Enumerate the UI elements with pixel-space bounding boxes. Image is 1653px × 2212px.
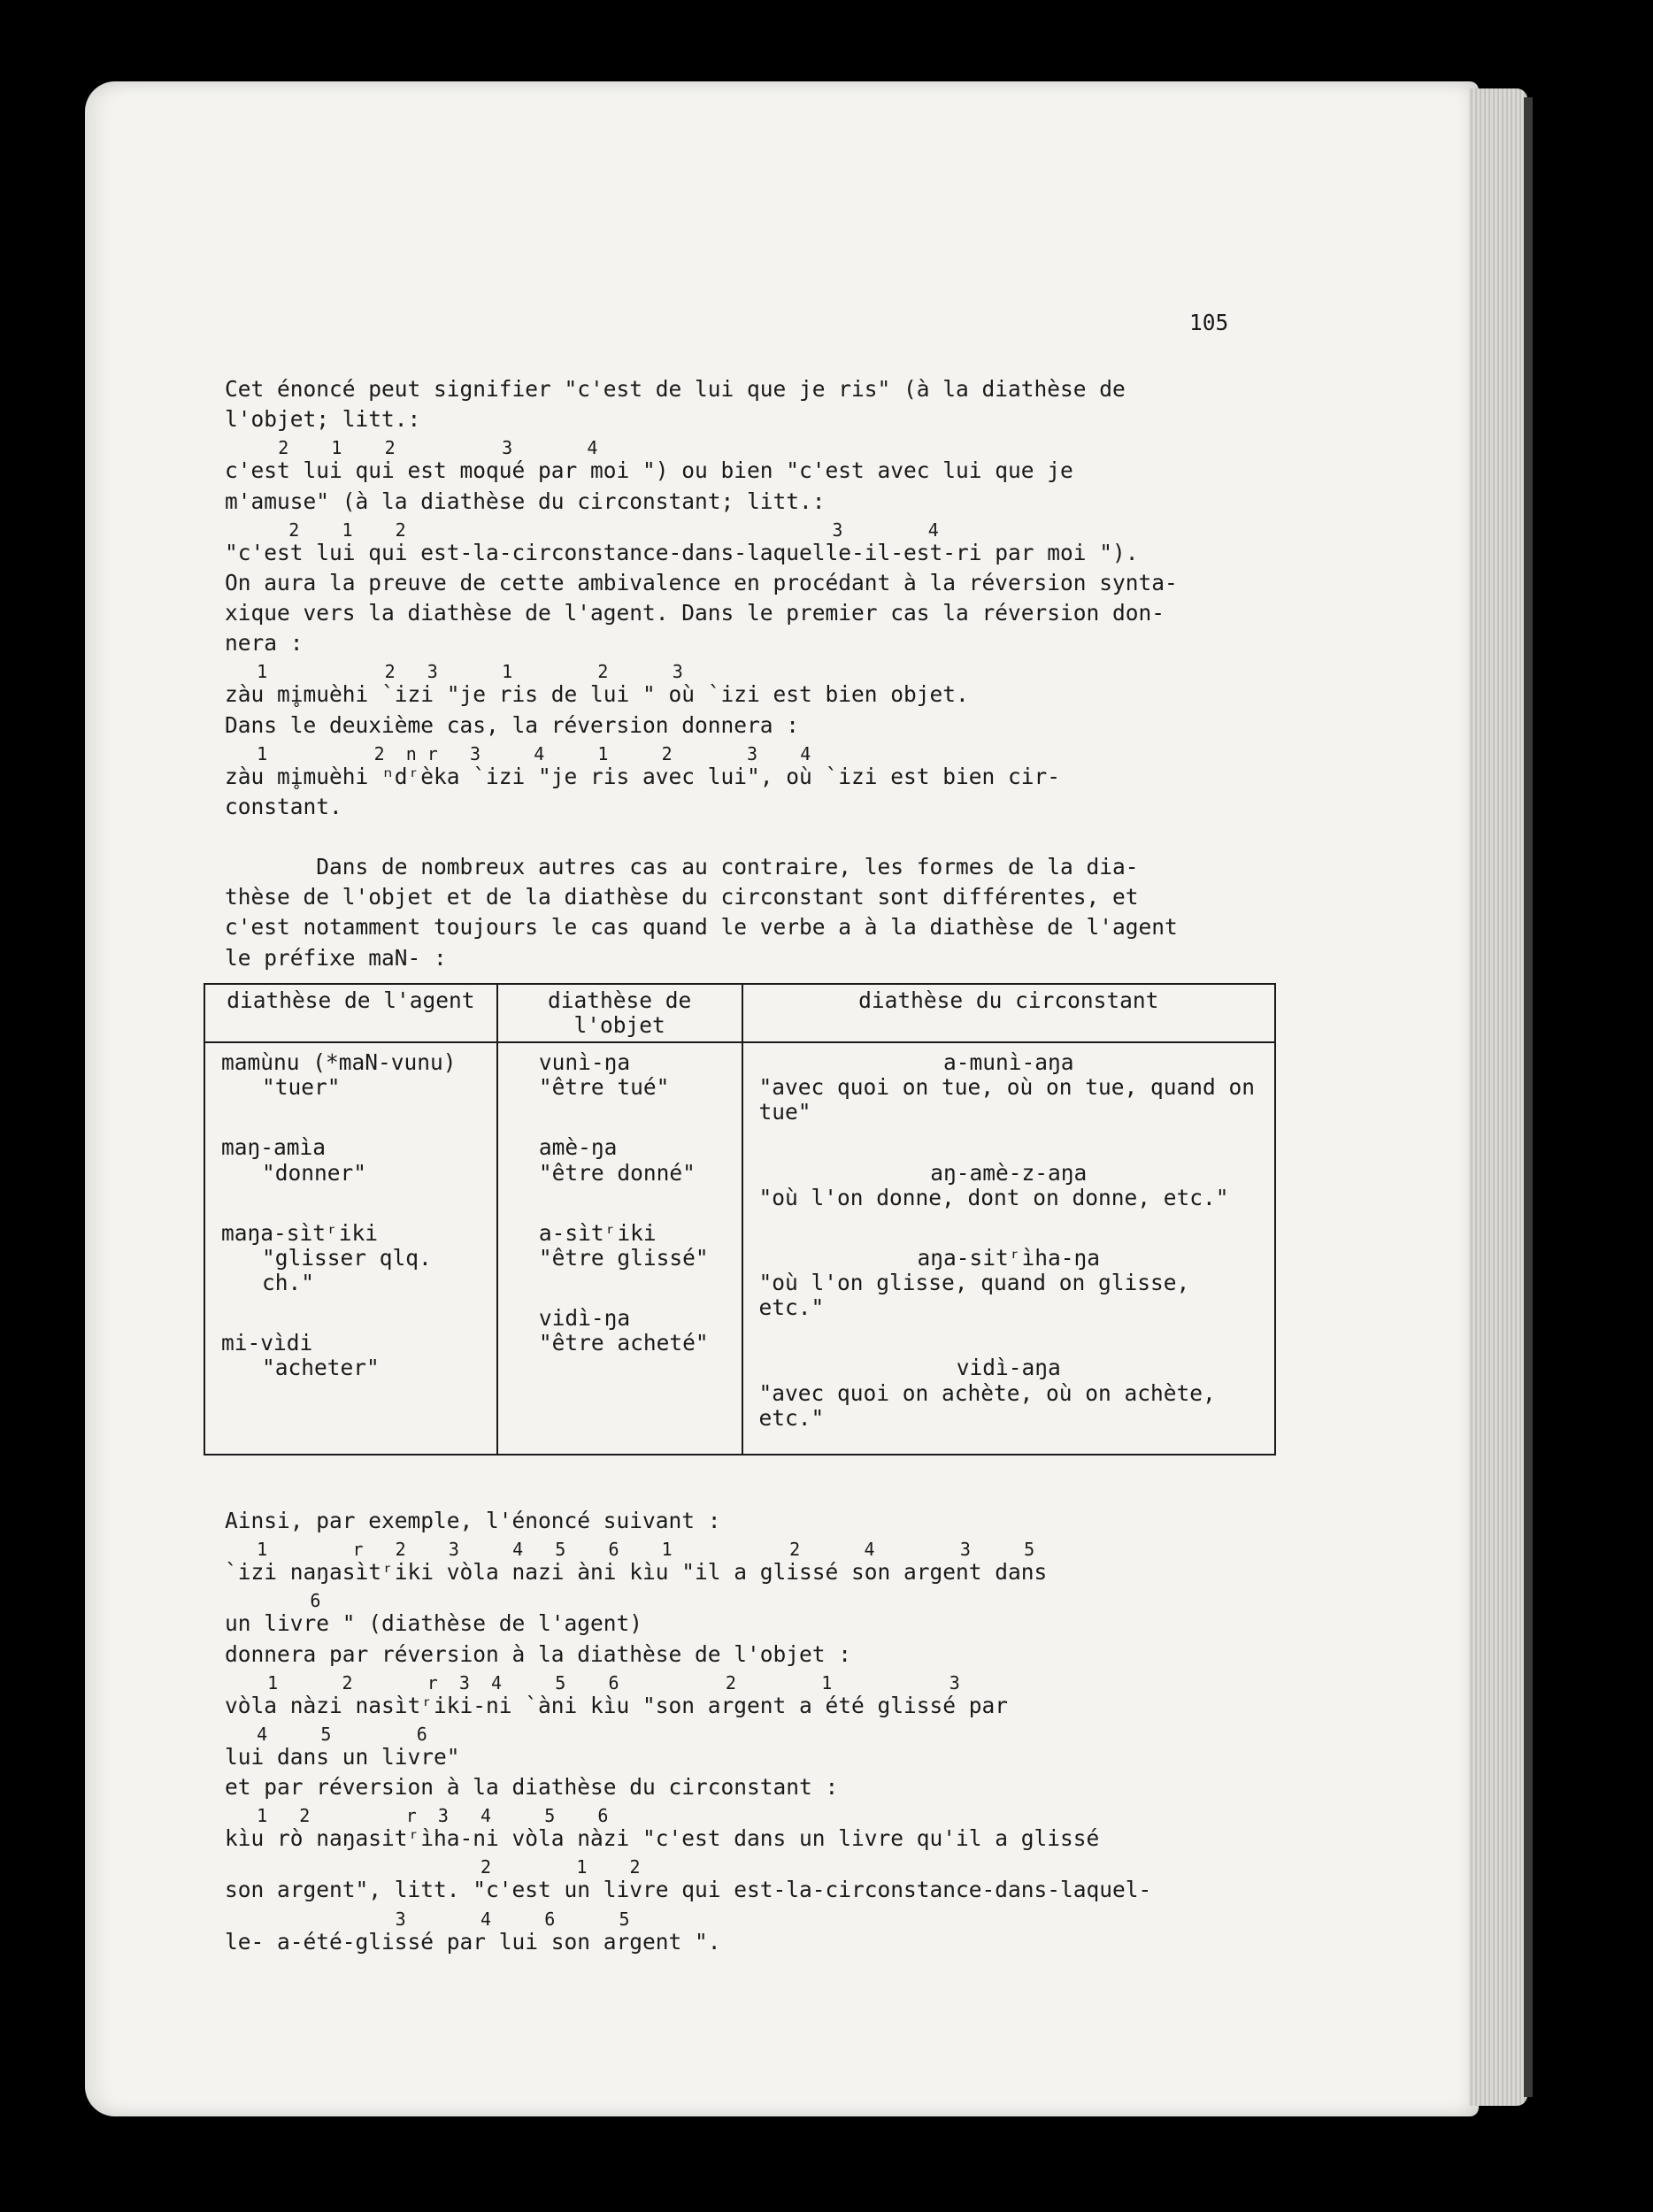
line-text: kìu rò naŋasitʳìha-ni vòla nàzi "c'est dans un livre qu'il a glissé: [225, 1825, 1100, 1852]
gloss: "avec quoi on achète, où on achète, etc.": [758, 1379, 1216, 1431]
text-line: [225, 742, 1287, 789]
gloss: "glisser qlq. ch.": [262, 1244, 432, 1296]
gloss: "être glissé": [538, 1244, 709, 1271]
text-line: [225, 571, 1287, 595]
form: amè-ŋa: [538, 1134, 618, 1161]
line-text: constant.: [225, 793, 342, 819]
table-entry: [759, 1161, 1259, 1210]
table-entry: [221, 1050, 481, 1100]
line-text: le- a-été-glissé par lui son argent ".: [225, 1928, 721, 1955]
gloss: "être tué": [538, 1074, 670, 1101]
line-text: et par réversion à la diathèse du circonstant :: [225, 1774, 839, 1801]
text-block-bottom: [225, 1509, 1287, 1955]
text-line: [225, 1509, 1287, 1533]
table-entry: [221, 1221, 481, 1296]
table-entry: [759, 1356, 1259, 1431]
line-text: c'est lui qui est moqué par moi ") ou bien "c'est avec lui que je: [225, 457, 1073, 484]
form: vunì-ŋa: [538, 1049, 631, 1076]
form: a-munì-aŋa: [942, 1049, 1074, 1076]
paragraph-intro-table: [225, 855, 1287, 971]
form: maŋ-amìa: [221, 1134, 327, 1161]
line-text: zàu mi̥muèhi `izi "je ris de lui " où `izi est bien objet.: [225, 681, 969, 708]
line-text: "c'est lui qui est-la-circonstance-dans-laquelle-il-est-ri par moi ").: [225, 539, 1139, 565]
form: maŋa-sìtʳiki: [221, 1219, 379, 1246]
line-text: `izi naŋasìtʳiki vòla nazi àni kìu "il a glissé son argent dans: [225, 1559, 1048, 1586]
paragraph-line: Dans de nombreux autres cas au contraire, les formes de la dia-: [225, 854, 1139, 880]
line-text: Ainsi, par exemple, l'énoncé suivant :: [225, 1507, 721, 1533]
gloss: "donner": [262, 1159, 367, 1186]
text-line: [225, 1592, 1287, 1636]
line-text: un livre " (diathèse de l'agent): [225, 1610, 643, 1637]
book-spine-shadow: [1524, 97, 1533, 2097]
table-header-row: [204, 984, 1275, 1042]
text-line: [225, 1725, 1287, 1770]
line-text: xique vers la diathèse de l'agent. Dans le premier cas la réversion don-: [225, 600, 1165, 626]
table-entry: [539, 1306, 726, 1356]
column-objet: [497, 1042, 742, 1455]
table-body-row: [204, 1042, 1275, 1455]
line-text: son argent", litt. "c'est un livre qui est-la-circonstance-dans-laquel-: [225, 1877, 1152, 1903]
table-entry: [539, 1135, 726, 1185]
text-line: [225, 1775, 1287, 1800]
text-line: [225, 377, 1287, 402]
table-entry: [221, 1331, 481, 1380]
text-line: [225, 631, 1287, 656]
table-entry: [759, 1246, 1259, 1321]
line-text: On aura la preuve de cette ambivalence en procédant à la réversion synta-: [225, 569, 1178, 595]
line-text: Dans le deuxième cas, la réversion donnera :: [225, 711, 800, 738]
gloss: "être acheté": [538, 1330, 709, 1356]
gloss: "avec quoi on tue, où on tue, quand on tue": [758, 1074, 1256, 1125]
text-line: [225, 663, 1287, 707]
gloss: "acheter": [262, 1355, 380, 1381]
gloss: "tuer": [262, 1074, 341, 1101]
paragraph-line: c'est notamment toujours le cas quand le verbe a à la diathèse de l'agent: [225, 914, 1178, 941]
superscript-indices: 2 1 2 3 4: [225, 518, 939, 541]
line-text: nera :: [225, 630, 304, 657]
text-line: [225, 489, 1287, 514]
header-agent: diathèse de l'agent: [204, 984, 497, 1042]
superscript-indices: 2 1 2 3 4: [225, 437, 598, 459]
text-line: [225, 518, 1287, 565]
form: mi-vìdi: [221, 1330, 313, 1356]
table-entry: [539, 1050, 726, 1100]
gloss: "être donné": [538, 1159, 696, 1186]
text-line: [225, 713, 1287, 738]
line-text: l'objet; litt.:: [225, 406, 421, 433]
diathesis-table: [204, 983, 1276, 1455]
superscript-indices: 6: [225, 1590, 321, 1612]
superscript-indices: 3 4 6 5: [225, 1908, 630, 1930]
gloss: "où l'on donne, dont on donne, etc.": [758, 1184, 1229, 1210]
text-line: [225, 1910, 1287, 1955]
table-entry: [759, 1050, 1259, 1125]
text-line: [225, 1858, 1287, 1902]
line-text: Cet énoncé peut signifier "c'est de lui que je ris" (à la diathèse de: [225, 376, 1126, 402]
header-circonstant: diathèse du circonstant: [742, 984, 1276, 1042]
form: aŋa-sitʳìha-ŋa: [917, 1244, 1100, 1271]
text-line: [225, 1807, 1287, 1851]
line-text: vòla nàzi nasìtʳiki-ni `àni kìu "son argent a été glissé par: [225, 1692, 1009, 1718]
page-number: 105: [1189, 310, 1229, 335]
line-text: m'amuse" (à la diathèse du circonstant; litt.:: [225, 488, 826, 514]
text-line: [225, 1540, 1287, 1585]
form: vidì-ŋa: [538, 1305, 631, 1332]
table-entry: [539, 1221, 726, 1271]
text-line: [225, 407, 1287, 432]
superscript-indices: 1 r 2 3 4 5 6 1 2 4 3 5: [225, 1539, 1035, 1561]
paragraph-line: le préfixe maN- :: [225, 944, 447, 971]
superscript-indices: 1 2 n r 3 4 1 2 3 4: [225, 742, 811, 764]
form: mamùnu (*maN-vunu): [221, 1049, 457, 1076]
page-edges: [1469, 88, 1527, 2106]
text-line: [225, 1642, 1287, 1667]
text-line: [225, 795, 1287, 819]
form: a-sìtʳiki: [538, 1219, 657, 1246]
text-line: [225, 1671, 1287, 1718]
text-line: [225, 439, 1287, 483]
superscript-indices: 1 2 r 3 4 5 6 2 1 3: [225, 1671, 960, 1694]
line-text: zàu mi̥muèhi ⁿdʳèka `izi "je ris avec lui", où `izi est bien cir-: [225, 763, 1061, 789]
column-agent: [204, 1042, 497, 1455]
superscript-indices: 4 5 6: [225, 1723, 427, 1745]
header-objet: diathèse de l'objet: [497, 984, 742, 1042]
page-content: [221, 372, 1287, 1955]
text-block-top: [225, 377, 1287, 819]
column-circonstant: [742, 1042, 1276, 1455]
form: vidì-aŋa: [956, 1355, 1061, 1381]
superscript-indices: 1 2 r 3 4 5 6: [225, 1805, 609, 1827]
gloss: "où l'on glisse, quand on glisse, etc.": [758, 1270, 1190, 1321]
line-text: donnera par réversion à la diathèse de l'objet :: [225, 1640, 852, 1667]
line-text: lui dans un livre": [225, 1743, 460, 1770]
form: aŋ-amè-z-aŋa: [930, 1159, 1088, 1186]
superscript-indices: 1 2 3 1 2 3: [225, 661, 683, 683]
table-entry: [221, 1135, 481, 1185]
paragraph-line: thèse de l'objet et de la diathèse du circonstant sont différentes, et: [225, 884, 1139, 910]
superscript-indices: 2 1 2: [225, 1856, 641, 1878]
text-line: [225, 601, 1287, 626]
